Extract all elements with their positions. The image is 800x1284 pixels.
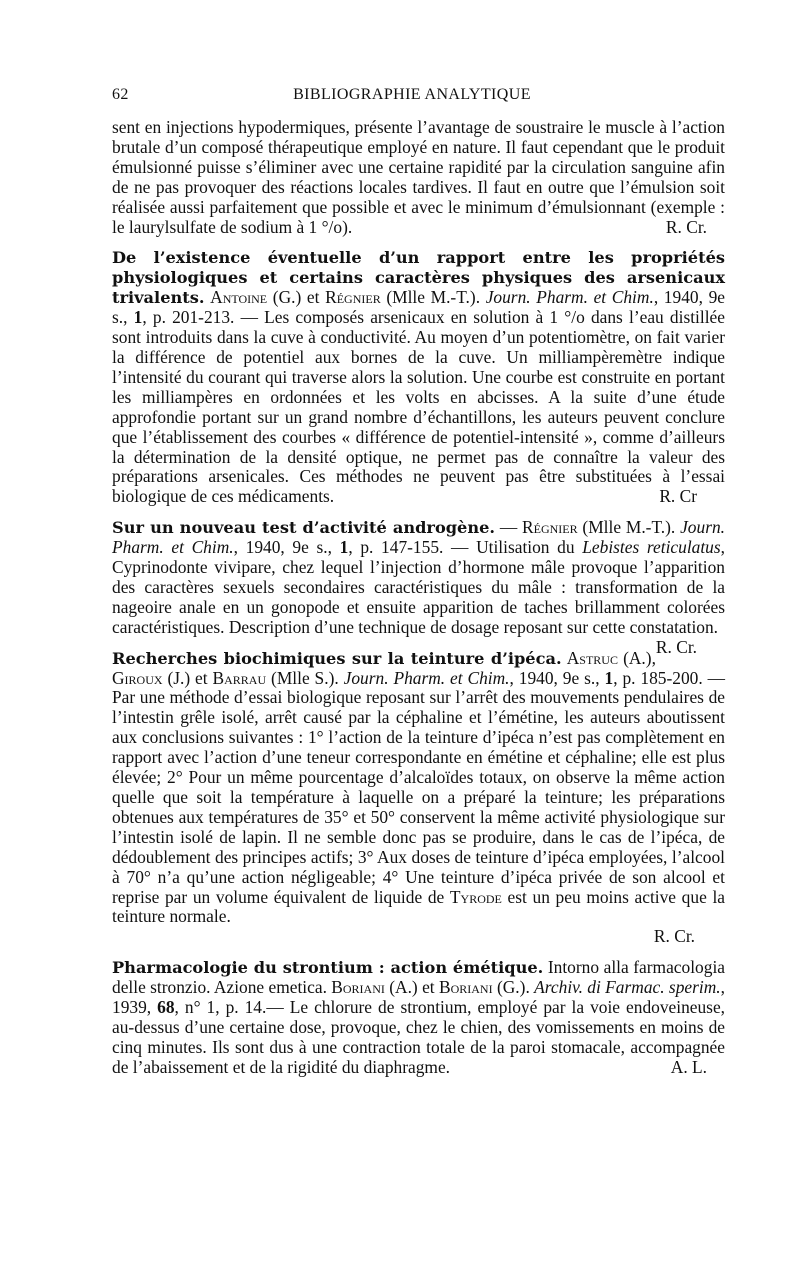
page-number: 62 xyxy=(112,86,129,103)
article-title: Recherches biochimiques sur la teinture d’ipéca. xyxy=(112,648,562,668)
article-body: Par une méthode d’essai biologique reposant sur l’arrêt des mouvements pendulaires de l’intestin grêle isolé, arrêt causé par la céphaline et l’émétine, les auteurs aboutissent aux conclusions suivantes : 1° l’action de la teinture d’ipéca n’est pas complètement en rapport avec l’action d’une teneur correspondante en émétine et céphaline; elle est plus élevée; 2° Pour un même pourcentage d’alcaloïdes totaux, on observe la même action quelle que soit la température à laquelle on a préparé la teinture; les préparations obtenues aux températures de 35° et 50° conservent la même activité physiologique sur l’intestin isolé de lapin. Il ne semble donc pas se produire, dans le cas de l’ipéca, de dédoublement des principes actifs; 3° Aux doses de teinture d’ipéca employées, l’alcool à 70° n’a qu’une action négligeable; 4° Une teinture d’ipéca privée de son alcool et reprise par un volume équivalent de liquide de xyxy=(112,687,725,907)
running-title: BIBLIOGRAPHIE ANALYTIQUE xyxy=(293,86,531,103)
author-name: Astruc xyxy=(566,647,618,668)
article-entry xyxy=(112,517,726,657)
signature: R. Cr. xyxy=(655,636,697,657)
volume-number: 1 xyxy=(604,667,614,688)
citation-text: , p. 147-155. — Utilisation du xyxy=(348,537,583,558)
journal-name: Journ. Pharm. et Chim. xyxy=(485,287,654,308)
article-title: Sur un nouveau test d’activité androgène. xyxy=(112,518,496,538)
citation-text: , 1939, xyxy=(112,977,725,1018)
author-initials: (Mlle S.). xyxy=(266,667,344,688)
author-name: Boriani xyxy=(439,977,493,998)
author-initials: (A.), xyxy=(617,647,656,668)
article-body: Les composés arsenicaux en solution à 1 °/o dans l’eau distillée sont introduits dans la cuve à conductivité. Au moyen d’un potentiomètre, on fait varier la différence de potentiel aux bornes de la cuve. Un milliampèremètre indique l’intensité du courant qui traverse alors la solution. Une courbe est construite en portant les milliampères en ordonnées et les volts en abcisses. A la suite d’une étude approfondie portant sur un grand nombre d’échantillons, les auteurs peuvent conclure que l’établissement des courbes « différence de potentiel-intensité », comme d’ailleurs la détermination de la densité optique, ne permet pas de connaître la valeur des préparations arsenicales. Ces méthodes ne peuvent pas être substituées à l’essai biologique de ces médicaments. xyxy=(112,307,725,507)
author-name: Giroux xyxy=(112,667,163,688)
reagent-name: Tyrode xyxy=(449,886,502,907)
volume-number: 1 xyxy=(133,307,143,328)
article-title: De l’existence éventuelle d’un rapport entre les propriétés physiologiques et certains caractères physiques des arsenicaux trivalents. xyxy=(112,248,725,308)
article-body: est un peu moins active que la teinture normale. xyxy=(112,886,725,927)
author-initials: (G.) et xyxy=(267,287,326,308)
article-body: Le chlorure de strontium, employé par la voie endoveineuse, au-dessus d’une certaine dose, provoque, chez le chien, des vomissements en moins de cinq minutes. Ils sont dus à une contraction totale de la paroi stomacale, accompagnée de l’abaissement et de la rigidité du diaphragme. xyxy=(112,997,726,1077)
author-name: Boriani xyxy=(331,977,385,998)
signature: A. L. xyxy=(670,1056,707,1077)
continuation-paragraph xyxy=(112,118,725,237)
author-initials: (Mlle M.-T.). xyxy=(380,287,486,308)
author-name: Régnier xyxy=(522,517,578,538)
citation-text: , 1940, 9e s., xyxy=(112,287,725,328)
article-entry xyxy=(112,958,725,1077)
signature: R. Cr. xyxy=(653,926,695,947)
citation-text: , p. 201-213. — xyxy=(142,307,265,328)
species-name: Lebistes reticulatus xyxy=(582,537,721,558)
article-entry xyxy=(112,649,725,928)
journal-name: Journ. Pharm. et Chim. xyxy=(112,517,725,558)
author-initials: (J.) et xyxy=(162,667,213,688)
article-title: Pharmacologie du strontium : action émétique. xyxy=(112,958,544,978)
volume-number: 1 xyxy=(339,537,349,558)
citation-text: , 1940, 9e s., xyxy=(509,667,605,688)
author-initials: (Mlle M.-T.). xyxy=(577,517,681,538)
volume-number: 68 xyxy=(157,997,175,1018)
author-name: Antoine xyxy=(210,287,268,308)
article-subtitle: Intorno alla farmacologia delle stronzio. Azione emetica. xyxy=(112,957,725,998)
signature: R. Cr xyxy=(659,486,697,507)
citation-text: , 1940, 9e s., xyxy=(233,537,340,558)
running-header xyxy=(112,86,712,106)
author-name: Barrau xyxy=(212,667,267,688)
author-initials: (G.). xyxy=(492,977,535,998)
journal-name: Journ. Pharm. et Chim. xyxy=(343,667,510,688)
continuation-text: sent en injections hypodermiques, présente l’avantage de soustraire le muscle à l’action brutale d’un composé thérapeutique employé en nature. Il faut cependant que le produit émulsionné puisse s’éliminer avec une certaine rapidité par la circulation sanguine afin de ne pas provoquer des réactions locales tardives. Il faut en outre que l’émulsion soit réalisée aussi parfaitement que possible et avec le minimum d’émulsionnant (exemple : le laurylsulfate de sodium à 1 °/o). xyxy=(112,117,725,237)
separator-dash: — xyxy=(495,517,523,538)
article-body: , Cyprinodonte vivipare, chez lequel l’injection d’hormone mâle provoque l’apparition des caractères sexuels secondaires caractéristiques du mâle : transformation de la nageoire anale en un gonopode et ensuite apparition de taches brillamment colorées caractéristiques. Description d’une technique de dosage reposant sur cette constatation. xyxy=(112,537,726,637)
journal-name: Archiv. di Farmac. sperim. xyxy=(534,977,721,998)
article-entry xyxy=(112,248,725,507)
citation-text: , n° 1, p. 14.— xyxy=(174,997,290,1018)
text-column xyxy=(112,118,725,1078)
citation-text: , p. 185-200. — xyxy=(613,667,725,688)
author-name: Régnier xyxy=(325,287,381,308)
author-initials: (A.) et xyxy=(384,977,439,998)
signature: R. Cr. xyxy=(665,216,707,237)
